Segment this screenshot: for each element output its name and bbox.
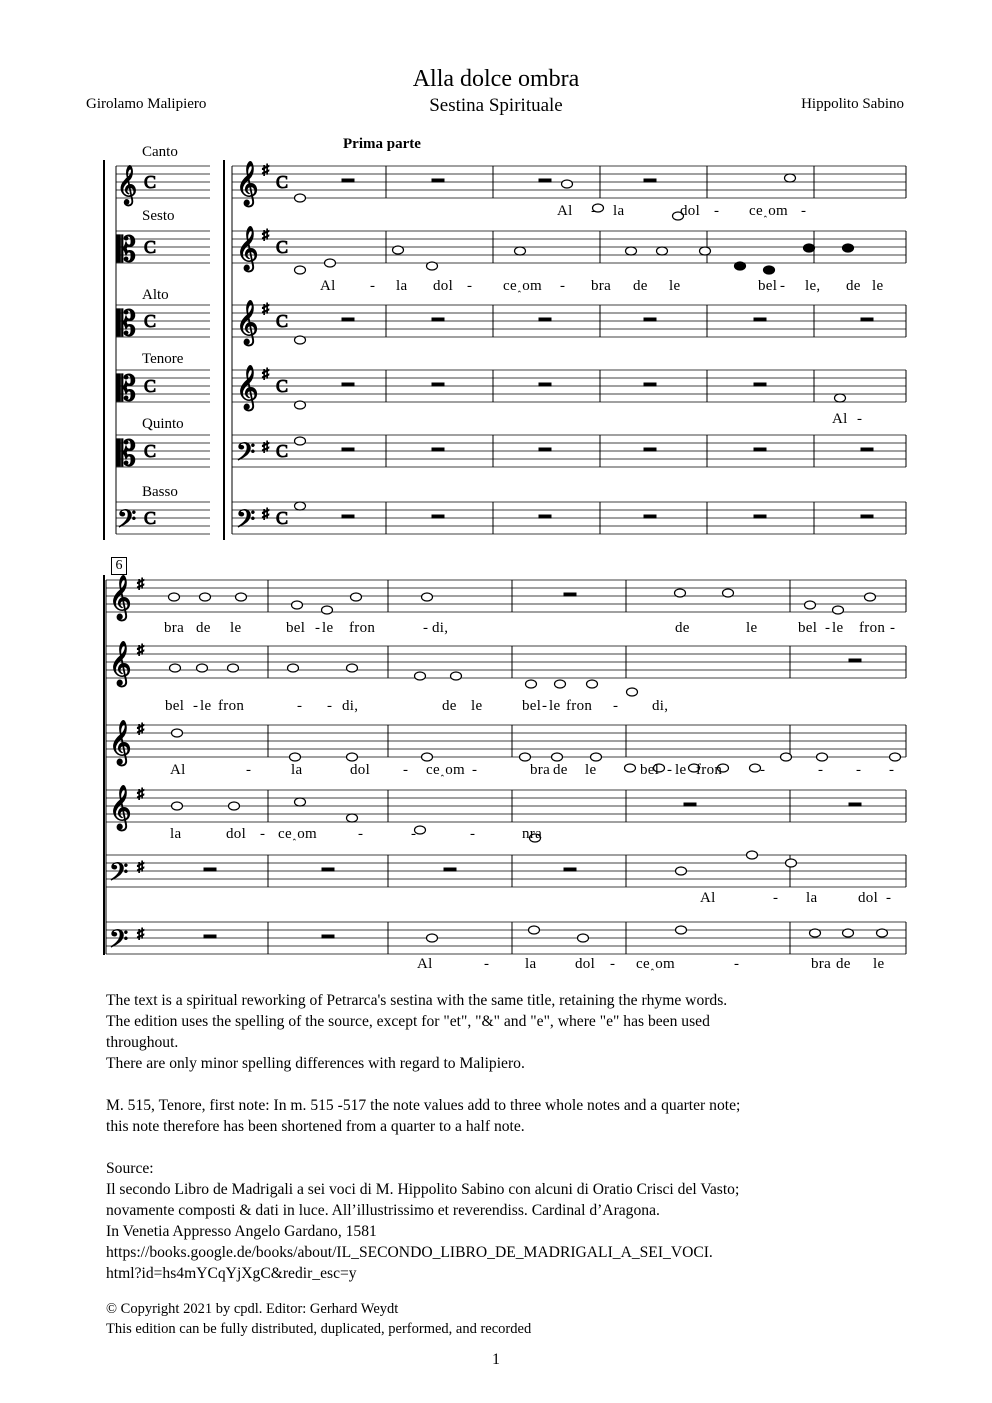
clef-icon: 𝄢 (236, 506, 256, 539)
notehead-icon (451, 672, 462, 680)
notehead-icon (351, 593, 362, 601)
rest-icon (342, 383, 354, 386)
editorial-notes (106, 990, 906, 1284)
notehead-icon (835, 394, 846, 402)
lyric-syllable: la (291, 762, 303, 778)
notehead-icon (676, 867, 687, 875)
incipit-clef-icon: 𝄡 (117, 436, 136, 473)
notehead-icon (890, 753, 901, 761)
notehead-icon (805, 601, 816, 609)
notehead-icon (295, 194, 306, 202)
incipit-clef-icon: 𝄢 (117, 506, 137, 539)
rest-icon (861, 318, 873, 321)
notehead-icon (587, 680, 598, 688)
notehead-icon (172, 729, 183, 737)
lyric-syllable: le (669, 278, 681, 294)
time-signature-icon: C (144, 311, 157, 331)
notehead-icon (625, 764, 636, 772)
measure-number: 6 (111, 557, 127, 575)
lyric-syllable: - (470, 826, 476, 842)
lyric-syllable: dol (680, 203, 701, 219)
note-line: There are only minor spelling differences with regard to Malipiero. (106, 1055, 525, 1072)
rest-icon (849, 659, 861, 662)
lyric-syllable: Al (417, 956, 433, 972)
notehead-icon (347, 664, 358, 672)
rest-icon (342, 515, 354, 518)
lyric-syllable: - (403, 762, 409, 778)
rest-icon (754, 318, 766, 321)
voice-name-tenore: Tenore (142, 351, 184, 367)
notehead-icon (295, 266, 306, 274)
lyric-syllable: le (675, 762, 687, 778)
lyric-syllable: de (633, 278, 648, 294)
lyric-syllable: - (297, 698, 303, 714)
lyric-syllable: - (734, 956, 740, 972)
note-line: The edition uses the spelling of the source, except for "et", "&" and "e", where "e" has been used (106, 1013, 710, 1030)
rest-icon (432, 515, 444, 518)
notehead-icon (526, 680, 537, 688)
lyric-syllable: dol (858, 890, 879, 906)
notehead-icon (422, 753, 433, 761)
notehead-icon (591, 753, 602, 761)
rest-icon (342, 448, 354, 451)
notehead-icon (786, 859, 797, 867)
copyright-notice (106, 1299, 531, 1339)
rest-icon (644, 448, 656, 451)
lyric-syllable: - (818, 762, 824, 778)
lyric-syllable: de (442, 698, 457, 714)
lyric-syllable: - (889, 762, 895, 778)
notehead-icon (529, 926, 540, 934)
lyric-syllable: le, (805, 278, 821, 294)
lyric-syllable: bel (640, 762, 660, 778)
key-signature-icon: ♯ (262, 440, 269, 455)
clef-icon: 𝄞 (236, 228, 259, 270)
rest-icon (861, 448, 873, 451)
notehead-icon (295, 401, 306, 409)
lyric-syllable: - (260, 826, 266, 842)
incipit-clef-icon: 𝄡 (117, 232, 136, 269)
notehead-icon (747, 851, 758, 859)
lyric-syllable: de (553, 762, 568, 778)
notehead-icon (415, 672, 426, 680)
composer-name: Hippolito Sabino (801, 96, 904, 112)
notehead-icon (427, 262, 438, 270)
notehead-icon (422, 593, 433, 601)
notehead-icon (552, 753, 563, 761)
lyric-syllable: bel (165, 698, 185, 714)
rest-icon (644, 383, 656, 386)
voice-name-quinto: Quinto (142, 416, 184, 432)
lyric-syllable: - (472, 762, 478, 778)
note-line: M. 515, Tenore, first note: In m. 515 -517 the note values add to three whole notes and a quarter note; (106, 1097, 741, 1114)
lyric-syllable: fron (349, 620, 376, 636)
rest-icon (322, 935, 334, 938)
notehead-icon (347, 814, 358, 822)
notehead-icon (520, 753, 531, 761)
notehead-icon (295, 798, 306, 806)
lyric-syllable: le (471, 698, 483, 714)
lyric-syllable: bel (758, 278, 778, 294)
notehead-icon (781, 753, 792, 761)
rest-icon (849, 803, 861, 806)
rest-icon (444, 868, 456, 871)
lyric-syllable: - (484, 956, 490, 972)
lyric-syllable: le (585, 762, 597, 778)
time-signature-icon: C (276, 508, 289, 528)
lyric-syllable: de (196, 620, 211, 636)
rest-icon (432, 448, 444, 451)
lyric-syllable: le (200, 698, 212, 714)
key-signature-icon: ♯ (137, 927, 144, 942)
notehead-icon (843, 929, 854, 937)
key-signature-icon: ♯ (262, 507, 269, 522)
section-label: Prima parte (343, 136, 421, 152)
notehead-icon (804, 244, 815, 252)
notehead-icon (427, 934, 438, 942)
lyric-syllable: fron (696, 762, 723, 778)
lyric-syllable: - (857, 411, 863, 427)
lyric-syllable: ce˰om (503, 278, 542, 294)
lyric-syllable: le (746, 620, 758, 636)
rest-icon (432, 383, 444, 386)
lyric-syllable: bel (286, 620, 306, 636)
note-line: The text is a spiritual reworking of Petrarca's sestina with the same title, retaining the rhyme words. (106, 992, 728, 1009)
clef-icon: 𝄢 (109, 859, 129, 892)
lyric-syllable: le (322, 620, 334, 636)
rest-icon (564, 868, 576, 871)
lyric-syllable: dol (575, 956, 596, 972)
lyric-syllable: de (836, 956, 851, 972)
incipit-clef-icon: 𝄡 (117, 371, 136, 408)
copyright-line: © Copyright 2021 by cpdl. Editor: Gerhard Weydt (106, 1301, 399, 1317)
lyric-syllable: ce˰om (426, 762, 465, 778)
lyric-syllable: - (610, 956, 616, 972)
note-line: In Venetia Appresso Angelo Gardano, 1581 (106, 1223, 377, 1240)
note-line: novamente composti & dati in luce. All’illustrissimo et reverendiss. Cardinal d’Aragona. (106, 1202, 660, 1219)
note-line: Source: (106, 1160, 154, 1177)
notehead-icon (515, 247, 526, 255)
time-signature-icon: C (276, 311, 289, 331)
lyric-syllable: le (230, 620, 242, 636)
notehead-icon (750, 764, 761, 772)
rest-icon (539, 318, 551, 321)
clef-icon: 𝄞 (236, 163, 259, 205)
source-url[interactable]: html?id=hs4mYCqYjXgC&redir_esc=y (106, 1265, 357, 1282)
lyric-syllable: - (315, 620, 321, 636)
lyric-syllable: bra (811, 956, 832, 972)
notehead-icon (229, 802, 240, 810)
notehead-icon (657, 247, 668, 255)
lyric-syllable: - (886, 890, 892, 906)
lyric-syllable: bra (530, 762, 551, 778)
lyric-syllable: - (542, 698, 548, 714)
voice-name-sesto: Sesto (142, 208, 175, 224)
lyric-syllable: bel (522, 698, 542, 714)
lyric-syllable: - (714, 203, 720, 219)
time-signature-icon: C (144, 376, 157, 396)
piece-title: Alla dolce ombra (412, 66, 580, 92)
notehead-icon (877, 929, 888, 937)
lyric-syllable: fron (859, 620, 886, 636)
lyric-syllable: le (872, 278, 884, 294)
lyric-syllable: de (675, 620, 690, 636)
key-signature-icon: ♯ (262, 228, 269, 243)
lyric-syllable: - (760, 762, 766, 778)
time-signature-icon: C (276, 172, 289, 192)
lyric-syllable: la (170, 826, 182, 842)
key-signature-icon: ♯ (137, 787, 144, 802)
notehead-icon (288, 664, 299, 672)
lyric-syllable: de (846, 278, 861, 294)
notehead-icon (817, 753, 828, 761)
lyric-syllable: dol (350, 762, 371, 778)
notehead-icon (675, 589, 686, 597)
notehead-icon (676, 926, 687, 934)
notehead-icon (785, 174, 796, 182)
lyric-syllable: - (327, 698, 333, 714)
key-signature-icon: ♯ (262, 302, 269, 317)
incipit-clef-icon: 𝄡 (117, 306, 136, 343)
rest-icon (564, 593, 576, 596)
rest-icon (754, 515, 766, 518)
lyric-syllable: la (613, 203, 625, 219)
rest-icon (754, 448, 766, 451)
rest-icon (861, 515, 873, 518)
notehead-icon (228, 664, 239, 672)
notehead-icon (723, 589, 734, 597)
clef-icon: 𝄢 (109, 926, 129, 959)
key-signature-icon: ♯ (262, 367, 269, 382)
notehead-icon (200, 593, 211, 601)
rest-icon (204, 935, 216, 938)
lyric-syllable: ce˰om (278, 826, 317, 842)
time-signature-icon: C (276, 237, 289, 257)
poet-name: Girolamo Malipiero (86, 96, 207, 112)
rest-icon (432, 179, 444, 182)
lyric-syllable: Al (320, 278, 336, 294)
rest-icon (539, 448, 551, 451)
lyric-syllable: - (411, 826, 417, 842)
lyric-syllable: - (773, 890, 779, 906)
notehead-icon (393, 246, 404, 254)
rest-icon (342, 179, 354, 182)
lyric-syllable: - (613, 698, 619, 714)
lyric-syllable: bra (591, 278, 612, 294)
license-line: This edition can be fully distributed, duplicated, performed, and recorded (106, 1321, 532, 1337)
time-signature-icon: C (276, 441, 289, 461)
piece-subtitle: Sestina Spirituale (429, 95, 563, 116)
notehead-icon (578, 934, 589, 942)
notehead-icon (810, 929, 821, 937)
notehead-icon (626, 247, 637, 255)
notehead-icon (627, 688, 638, 696)
lyric-syllable: - (358, 826, 364, 842)
lyric-syllable: ce˰om (636, 956, 675, 972)
lyric-syllable: - (591, 203, 597, 219)
lyric-syllable: - (423, 620, 429, 636)
lyric-syllable: le (549, 698, 561, 714)
rest-icon (539, 179, 551, 182)
rest-icon (539, 383, 551, 386)
lyric-syllable: le (873, 956, 885, 972)
key-signature-icon: ♯ (137, 643, 144, 658)
lyric-syllable: - (890, 620, 896, 636)
time-signature-icon: C (144, 237, 157, 257)
lyric-syllable: di, (432, 620, 449, 636)
lyric-syllable: - (560, 278, 566, 294)
lyric-syllable: - (467, 278, 473, 294)
lyric-syllable: Al (700, 890, 716, 906)
rest-icon (644, 515, 656, 518)
lyric-syllable: Al (832, 411, 848, 427)
lyric-syllable: - (193, 698, 199, 714)
lyric-syllable: - (801, 203, 807, 219)
lyric-syllable: di, (652, 698, 669, 714)
key-signature-icon: ♯ (137, 577, 144, 592)
lyric-syllable: - (246, 762, 252, 778)
lyric-syllable: la (525, 956, 537, 972)
lyric-syllable: - (856, 762, 862, 778)
clef-icon: 𝄞 (109, 577, 132, 619)
notehead-icon (764, 266, 775, 274)
lyric-syllable: dol (433, 278, 454, 294)
rest-icon (539, 515, 551, 518)
lyric-syllable: nra (522, 826, 543, 842)
notehead-icon (833, 606, 844, 614)
notehead-icon (322, 606, 333, 614)
time-signature-icon: C (144, 508, 157, 528)
notehead-icon (325, 259, 336, 267)
notehead-icon (735, 262, 746, 270)
voice-name-basso: Basso (142, 484, 178, 500)
note-line: throughout. (106, 1034, 179, 1051)
lyric-syllable: - (825, 620, 831, 636)
time-signature-icon: C (144, 441, 157, 461)
key-signature-icon: ♯ (137, 860, 144, 875)
notehead-icon (236, 593, 247, 601)
notehead-icon (170, 664, 181, 672)
page-number: 1 (492, 1351, 500, 1368)
lyric-syllable: dol (226, 826, 247, 842)
notehead-icon (562, 180, 573, 188)
lyric-syllable: Al (170, 762, 186, 778)
key-signature-icon: ♯ (137, 722, 144, 737)
rest-icon (322, 868, 334, 871)
voice-name-alto: Alto (142, 287, 169, 303)
notehead-icon (169, 593, 180, 601)
lyric-syllable: di, (342, 698, 359, 714)
lyric-syllable: Al (557, 203, 573, 219)
clef-icon: 𝄞 (109, 643, 132, 685)
notehead-icon (555, 680, 566, 688)
notehead-icon (843, 244, 854, 252)
rest-icon (432, 318, 444, 321)
lyric-syllable: - (667, 762, 673, 778)
notehead-icon (295, 437, 306, 445)
clef-icon: 𝄞 (109, 787, 132, 829)
lyric-syllable: ce˰om (749, 203, 788, 219)
clef-icon: 𝄞 (236, 367, 259, 409)
notehead-icon (292, 601, 303, 609)
notehead-icon (295, 502, 306, 510)
lyric-syllable: - (780, 278, 786, 294)
lyric-syllable: le (832, 620, 844, 636)
key-signature-icon: ♯ (262, 163, 269, 178)
clef-icon: 𝄢 (236, 439, 256, 472)
rest-icon (204, 868, 216, 871)
lyric-syllable: fron (218, 698, 245, 714)
lyric-syllable: la (396, 278, 408, 294)
notehead-icon (700, 247, 711, 255)
lyric-syllable: - (370, 278, 376, 294)
rest-icon (644, 318, 656, 321)
rest-icon (644, 179, 656, 182)
lyric-syllable: la (806, 890, 818, 906)
notehead-icon (172, 802, 183, 810)
notehead-icon (290, 753, 301, 761)
incipit-clef-icon: 𝄞 (117, 167, 138, 204)
time-signature-icon: C (144, 172, 157, 192)
rest-icon (342, 318, 354, 321)
notehead-icon (865, 593, 876, 601)
note-line: this note therefore has been shortened from a quarter to a half note. (106, 1118, 525, 1135)
clef-icon: 𝄞 (109, 722, 132, 764)
notehead-icon (197, 664, 208, 672)
rest-icon (754, 383, 766, 386)
lyric-syllable: fron (566, 698, 593, 714)
source-url[interactable]: https://books.google.de/books/about/IL_SECONDO_LIBRO_DE_MADRIGALI_A_SEI_VOCI. (106, 1244, 713, 1261)
note-line: Il secondo Libro de Madrigali a sei voci di M. Hippolito Sabino con alcuni di Oratio Crisci del Vasto; (106, 1181, 740, 1198)
notehead-icon (347, 753, 358, 761)
voice-name-canto: Canto (142, 144, 178, 160)
lyric-syllable: bra (164, 620, 185, 636)
time-signature-icon: C (276, 376, 289, 396)
notehead-icon (295, 336, 306, 344)
clef-icon: 𝄞 (236, 302, 259, 344)
lyric-syllable: bel (798, 620, 818, 636)
rest-icon (684, 803, 696, 806)
